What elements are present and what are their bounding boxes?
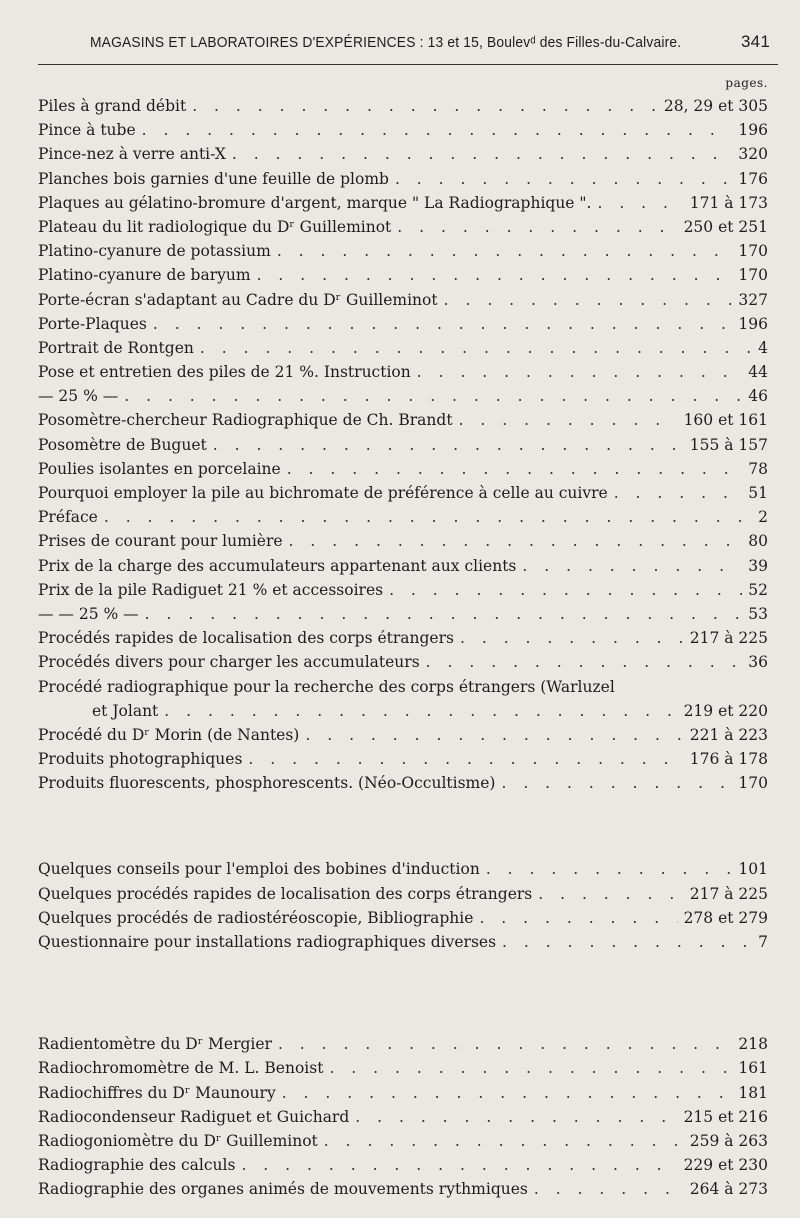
index-entry (38, 723, 768, 747)
entry-pages: 80 (748, 532, 768, 551)
entry-label: Quelques procédés de radiostéréoscopie, Bibliographie (38, 908, 474, 927)
entry-pages: 181 (738, 1083, 768, 1102)
index-entry (38, 1153, 768, 1177)
dot-leader (329, 1056, 732, 1080)
entry-pages: 46 (748, 387, 768, 406)
dot-leader (444, 288, 733, 312)
index-group (38, 857, 768, 954)
dot-leader (289, 529, 743, 553)
entry-label: Porte-Plaques (38, 314, 147, 333)
dot-leader (355, 1105, 677, 1129)
dot-leader (417, 360, 743, 384)
dot-leader (538, 882, 683, 906)
index-entry (38, 263, 768, 287)
entry-pages: 215 et 216 (683, 1107, 768, 1126)
index-entry (38, 602, 768, 626)
index-group (38, 94, 768, 795)
entry-pages: 176 (738, 169, 768, 188)
dot-leader (614, 481, 743, 505)
dot-leader (459, 408, 678, 432)
index-entry (38, 578, 768, 602)
entry-pages: 39 (748, 556, 768, 575)
running-header (90, 32, 770, 58)
entry-pages: 170 (738, 266, 768, 285)
index-entry (38, 626, 768, 650)
dot-leader (164, 699, 677, 723)
page-number: 341 (741, 32, 770, 51)
entry-label: Quelques conseils pour l'emploi des bobines d'induction (38, 860, 480, 879)
index-entries (38, 94, 768, 1202)
entry-pages: 2 (758, 508, 768, 527)
entry-label: Posomètre de Buguet (38, 435, 207, 454)
dot-leader (486, 857, 733, 881)
dot-leader (145, 602, 743, 626)
entry-pages: 219 et 220 (683, 701, 768, 720)
index-entry (38, 699, 768, 723)
dot-leader (460, 626, 684, 650)
dot-leader (153, 312, 733, 336)
index-entry (38, 1032, 768, 1056)
dot-leader (277, 239, 733, 263)
index-entry (38, 1056, 768, 1080)
entry-label: Porte-écran s'adaptant au Cadre du Dʳ Guilleminot (38, 290, 438, 309)
dot-leader (397, 215, 677, 239)
entry-label: Pince-nez à verre anti-X (38, 145, 226, 164)
entry-pages: 221 à 223 (689, 725, 768, 744)
entry-label: Pose et entretien des piles de 21 %. Instruction (38, 363, 411, 382)
entry-pages: 78 (748, 459, 768, 478)
entry-label: Portrait de Rontgen (38, 338, 194, 357)
entry-label: Radiocondenseur Radiguet et Guichard (38, 1107, 350, 1126)
index-group (38, 1032, 768, 1201)
entry-pages: 44 (748, 363, 768, 382)
entry-pages: 250 et 251 (683, 217, 768, 236)
index-entry (38, 142, 768, 166)
entry-pages: 327 (738, 290, 768, 309)
entry-label: Procédé radiographique pour la recherche des corps étrangers (Warluzel (38, 677, 615, 696)
entry-label: Prix de la pile Radiguet 21 % et accessoires (38, 580, 384, 599)
entry-pages: 217 à 225 (689, 884, 768, 903)
entry-label: Procédés rapides de localisation des corps étrangers (38, 629, 454, 648)
dot-leader (241, 1153, 677, 1177)
entry-label: Platino-cyanure de baryum (38, 266, 251, 285)
index-entry (38, 457, 768, 481)
header-title: MAGASINS ET LABORATOIRES D'EXPÉRIENCES : 13 et 15, Boulevᵈ des Filles-du-Calvaire. (90, 34, 682, 51)
dot-leader (257, 263, 733, 287)
dot-leader (389, 578, 742, 602)
entry-label: Procédés divers pour charger les accumulateurs (38, 653, 420, 672)
dot-leader (282, 1081, 733, 1105)
index-entry (38, 118, 768, 142)
dot-leader (597, 191, 683, 215)
index-entry (38, 1129, 768, 1153)
dot-leader (124, 384, 742, 408)
index-entry (38, 239, 768, 263)
dot-leader (213, 433, 684, 457)
index-entry (38, 650, 768, 674)
dot-leader (142, 118, 733, 142)
index-entry (38, 906, 768, 930)
dot-leader (287, 457, 743, 481)
entry-label: Questionnaire pour installations radiographiques diverses (38, 933, 497, 951)
index-entry (38, 336, 768, 360)
index-entry (38, 191, 768, 215)
index-entry (38, 384, 768, 408)
entry-label: Quelques procédés rapides de localisation des corps étrangers (38, 884, 533, 903)
entry-pages: 51 (748, 484, 768, 502)
dot-leader (278, 1032, 732, 1056)
entry-pages: 52 (748, 580, 768, 599)
entry-label: Prix de la charge des accumulateurs appartenant aux clients (38, 556, 517, 575)
entry-label: Posomètre-chercheur Radiographique de Ch. Brandt (38, 411, 453, 430)
dot-leader (248, 747, 683, 771)
entry-pages: 264 à 273 (689, 1180, 768, 1199)
entry-pages: 171 à 173 (689, 193, 768, 212)
index-entry (38, 529, 768, 553)
entry-label: Produits photographiques (38, 750, 243, 769)
entry-pages: 320 (738, 145, 768, 164)
index-entry (38, 167, 768, 191)
dot-leader (534, 1177, 684, 1201)
entry-pages: 170 (738, 242, 768, 261)
entry-label: Préface (38, 508, 98, 527)
entry-label: Radiochiffres du Dʳ Maunoury (38, 1083, 276, 1102)
index-entry (38, 215, 768, 239)
entry-pages: 218 (738, 1035, 768, 1054)
index-entry (38, 747, 768, 771)
dot-leader (395, 167, 732, 191)
entry-label: Produits fluorescents, phosphorescents. (Néo-Occultisme) (38, 774, 496, 793)
index-entry (38, 1177, 768, 1201)
entry-label: Prises de courant pour lumière (38, 532, 283, 551)
index-entry (38, 288, 768, 312)
group-gap (38, 795, 768, 857)
entry-label: — — 25 % — (38, 604, 139, 623)
entry-pages: 155 à 157 (689, 435, 768, 454)
index-entry (38, 857, 768, 881)
index-entry (38, 94, 768, 118)
dot-leader (324, 1129, 684, 1153)
index-entry (38, 481, 768, 505)
entry-label: Planches bois garnies d'une feuille de plomb (38, 169, 389, 188)
index-entry (38, 930, 768, 954)
index-entry (38, 408, 768, 432)
entry-pages: 161 (738, 1059, 768, 1078)
index-entry (38, 554, 768, 578)
entry-label: Piles à grand débit (38, 97, 187, 115)
index-entry (38, 312, 768, 336)
entry-pages: 229 et 230 (683, 1156, 768, 1175)
entry-label: Platino-cyanure de potassium (38, 242, 271, 261)
pages-column-label: pages. (725, 76, 768, 90)
dot-leader (479, 906, 677, 930)
index-entry (38, 360, 768, 384)
entry-pages: 259 à 263 (689, 1131, 768, 1150)
index-entry (38, 675, 768, 699)
index-entry (38, 882, 768, 906)
index-entry (38, 505, 768, 529)
entry-label: Radientomètre du Dʳ Mergier (38, 1035, 272, 1054)
dot-leader (305, 723, 683, 747)
entry-pages: 170 (738, 774, 768, 793)
dot-leader (522, 554, 742, 578)
entry-label: — 25 % — (38, 387, 119, 406)
dot-leader (426, 650, 743, 674)
entry-label: Poulies isolantes en porcelaine (38, 459, 281, 478)
entry-pages: 217 à 225 (689, 629, 768, 648)
entry-pages: 53 (748, 604, 768, 623)
entry-pages: 28, 29 et 305 (663, 97, 768, 115)
dot-leader (192, 94, 658, 118)
dot-leader (232, 142, 733, 166)
index-entry (38, 433, 768, 457)
entry-label: Plateau du lit radiologique du Dʳ Guilleminot (38, 217, 392, 236)
entry-label: Procédé du Dʳ Morin (de Nantes) (38, 725, 300, 744)
entry-pages: 7 (758, 933, 768, 951)
header-rule (38, 64, 778, 65)
entry-pages: 160 et 161 (683, 411, 768, 430)
entry-label: Radiographie des calculs (38, 1156, 236, 1175)
entry-pages: 176 à 178 (689, 750, 768, 769)
entry-label: et Jolant (92, 701, 159, 720)
entry-label: Radiogoniomètre du Dʳ Guilleminot (38, 1131, 318, 1150)
entry-label: Radiographie des organes animés de mouvements rythmiques (38, 1180, 528, 1199)
index-entry (38, 771, 768, 795)
entry-pages: 278 et 279 (683, 908, 768, 927)
index-entry (38, 1105, 768, 1129)
entry-label: Pourquoi employer la pile au bichromate de préférence à celle au cuivre (38, 484, 608, 502)
entry-pages: 4 (758, 338, 768, 357)
dot-leader (104, 505, 752, 529)
index-entry (38, 1081, 768, 1105)
entry-pages: 36 (748, 653, 768, 672)
entry-label: Radiochromomètre de M. L. Benoist (38, 1059, 324, 1078)
dot-leader (501, 771, 732, 795)
dot-leader (502, 930, 752, 954)
entry-pages: 101 (738, 860, 768, 879)
dot-leader (200, 336, 752, 360)
entry-label: Plaques au gélatino-bromure d'argent, marque " La Radiographique ". (38, 193, 592, 212)
group-gap (38, 954, 768, 1032)
entry-label: Pince à tube (38, 121, 136, 140)
entry-pages: 196 (738, 121, 768, 140)
entry-pages: 196 (738, 314, 768, 333)
